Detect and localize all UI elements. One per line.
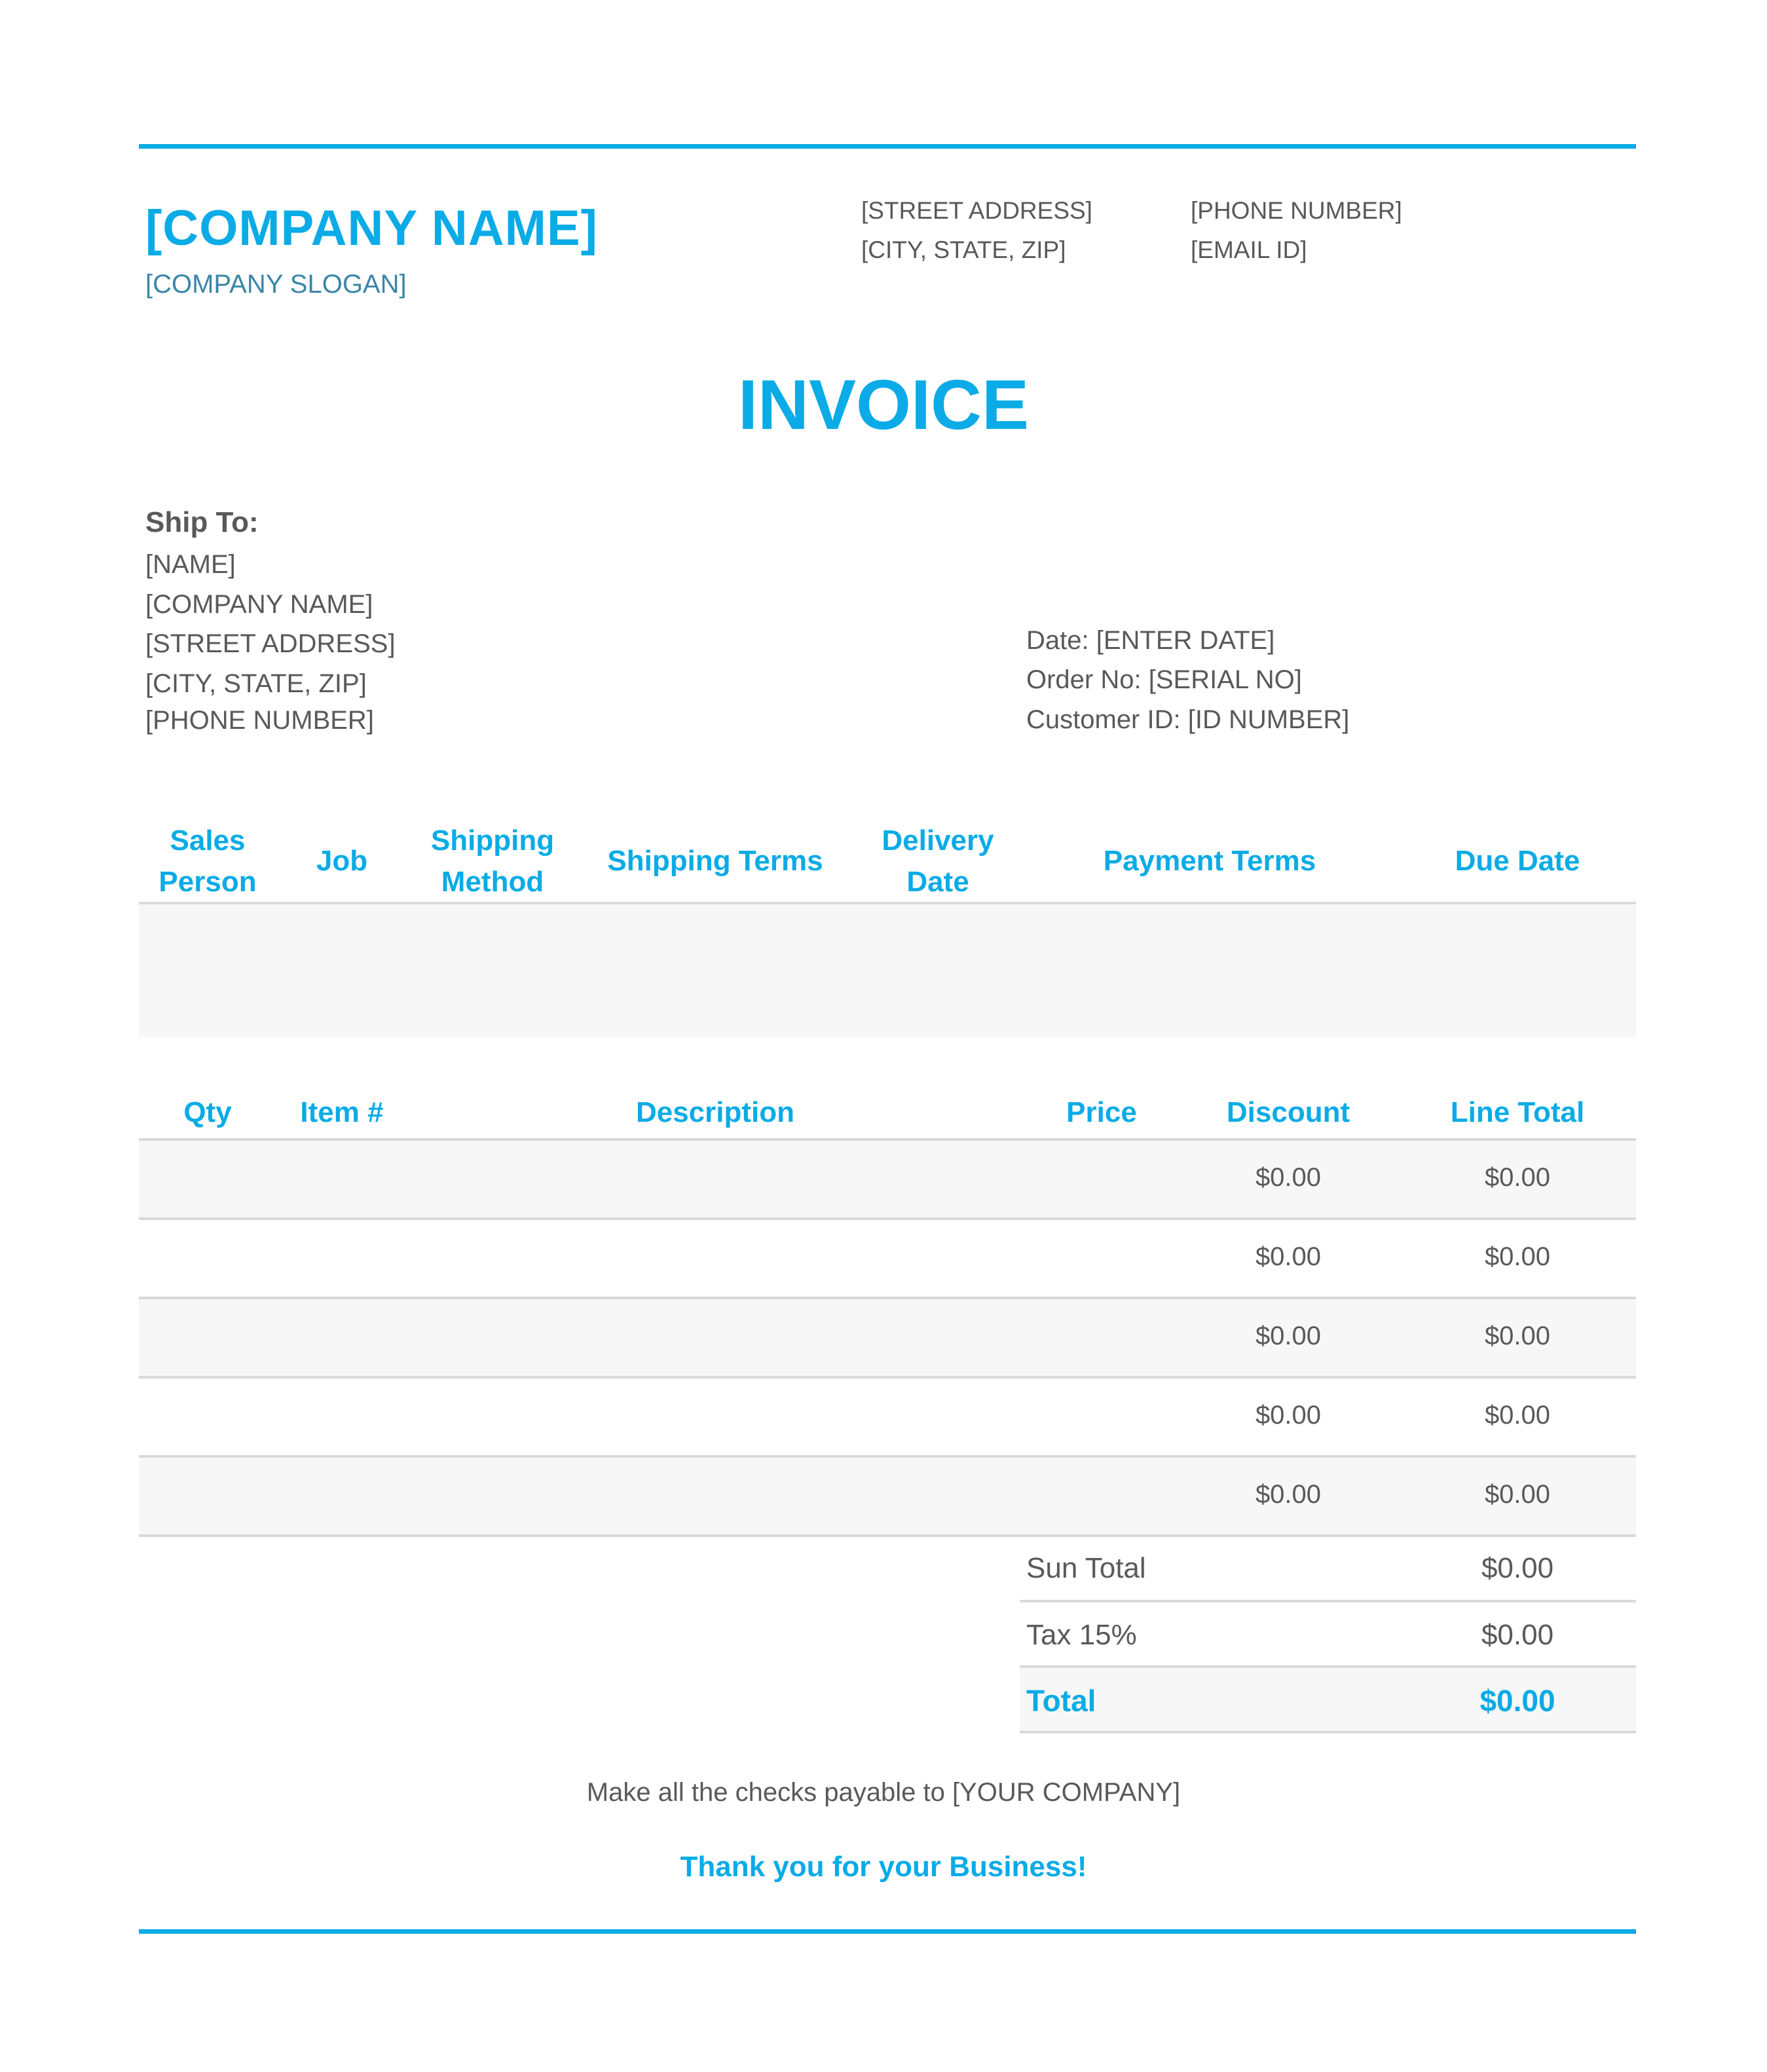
header-due-date: Due Date <box>1455 845 1580 877</box>
ship-to-company: [COMPANY NAME] <box>145 590 373 619</box>
company-street: [STREET ADDRESS] <box>861 197 1092 224</box>
bottom-accent-rule <box>139 1929 1636 1934</box>
header-payment-terms: Payment Terms <box>1103 845 1316 877</box>
top-accent-rule <box>139 144 1636 149</box>
subtotal-label: Sun Total <box>1026 1552 1146 1584</box>
customer-id: Customer ID: [ID NUMBER] <box>1026 705 1350 734</box>
header-item-number: Item # <box>300 1096 384 1128</box>
line-total-cell: $0.00 <box>1484 1401 1551 1430</box>
payable-note: Make all the checks payable to [YOUR COMPANY] <box>586 1778 1181 1807</box>
discount-cell: $0.00 <box>1255 1163 1322 1192</box>
ship-to-label: Ship To: <box>145 506 259 538</box>
header-job: Job <box>316 845 368 877</box>
ship-to-name: [NAME] <box>145 550 236 579</box>
ship-to-city: [CITY, STATE, ZIP] <box>145 669 367 698</box>
header-price: Price <box>1066 1096 1137 1128</box>
total-value: $0.00 <box>1479 1684 1555 1718</box>
header-discount: Discount <box>1226 1096 1350 1128</box>
discount-cell: $0.00 <box>1255 1242 1322 1271</box>
header-line-total: Line Total <box>1450 1096 1585 1128</box>
row-divider <box>139 1534 1636 1537</box>
line-total-cell: $0.00 <box>1484 1163 1551 1192</box>
total-rule <box>1020 1731 1636 1733</box>
thank-you-message: Thank you for your Business! <box>680 1851 1087 1883</box>
line-total-cell: $0.00 <box>1484 1480 1551 1509</box>
line-total-cell: $0.00 <box>1484 1322 1551 1350</box>
header-qty: Qty <box>183 1096 232 1128</box>
discount-cell: $0.00 <box>1255 1480 1322 1509</box>
subtotal-rule <box>1020 1600 1636 1602</box>
discount-cell: $0.00 <box>1255 1401 1322 1430</box>
company-slogan: [COMPANY SLOGAN] <box>145 270 407 299</box>
company-phone: [PHONE NUMBER] <box>1191 197 1402 224</box>
subtotal-value: $0.00 <box>1481 1552 1554 1584</box>
invoice-date: Date: [ENTER DATE] <box>1026 626 1275 655</box>
ship-to-street: [STREET ADDRESS] <box>145 629 396 658</box>
invoice-title: INVOICE <box>737 365 1030 444</box>
order-number: Order No: [SERIAL NO] <box>1026 665 1302 694</box>
company-city: [CITY, STATE, ZIP] <box>861 236 1066 263</box>
line-total-cell: $0.00 <box>1484 1242 1551 1271</box>
company-name: [COMPANY NAME] <box>145 200 598 256</box>
header-delivery-date: Delivery Date <box>882 824 994 898</box>
tax-label: Tax 15% <box>1026 1619 1137 1651</box>
tax-value: $0.00 <box>1481 1619 1554 1651</box>
header-description: Description <box>635 1096 795 1128</box>
header-shipping-terms: Shipping Terms <box>607 845 823 877</box>
header-sales-person: Sales Person <box>158 824 257 898</box>
company-email: [EMAIL ID] <box>1191 236 1307 263</box>
total-label: Total <box>1026 1684 1096 1718</box>
header-shipping-method: Shipping Method <box>430 824 555 898</box>
ship-to-phone: [PHONE NUMBER] <box>145 706 374 735</box>
discount-cell: $0.00 <box>1255 1322 1322 1350</box>
info-table-row[interactable] <box>139 904 1636 1037</box>
